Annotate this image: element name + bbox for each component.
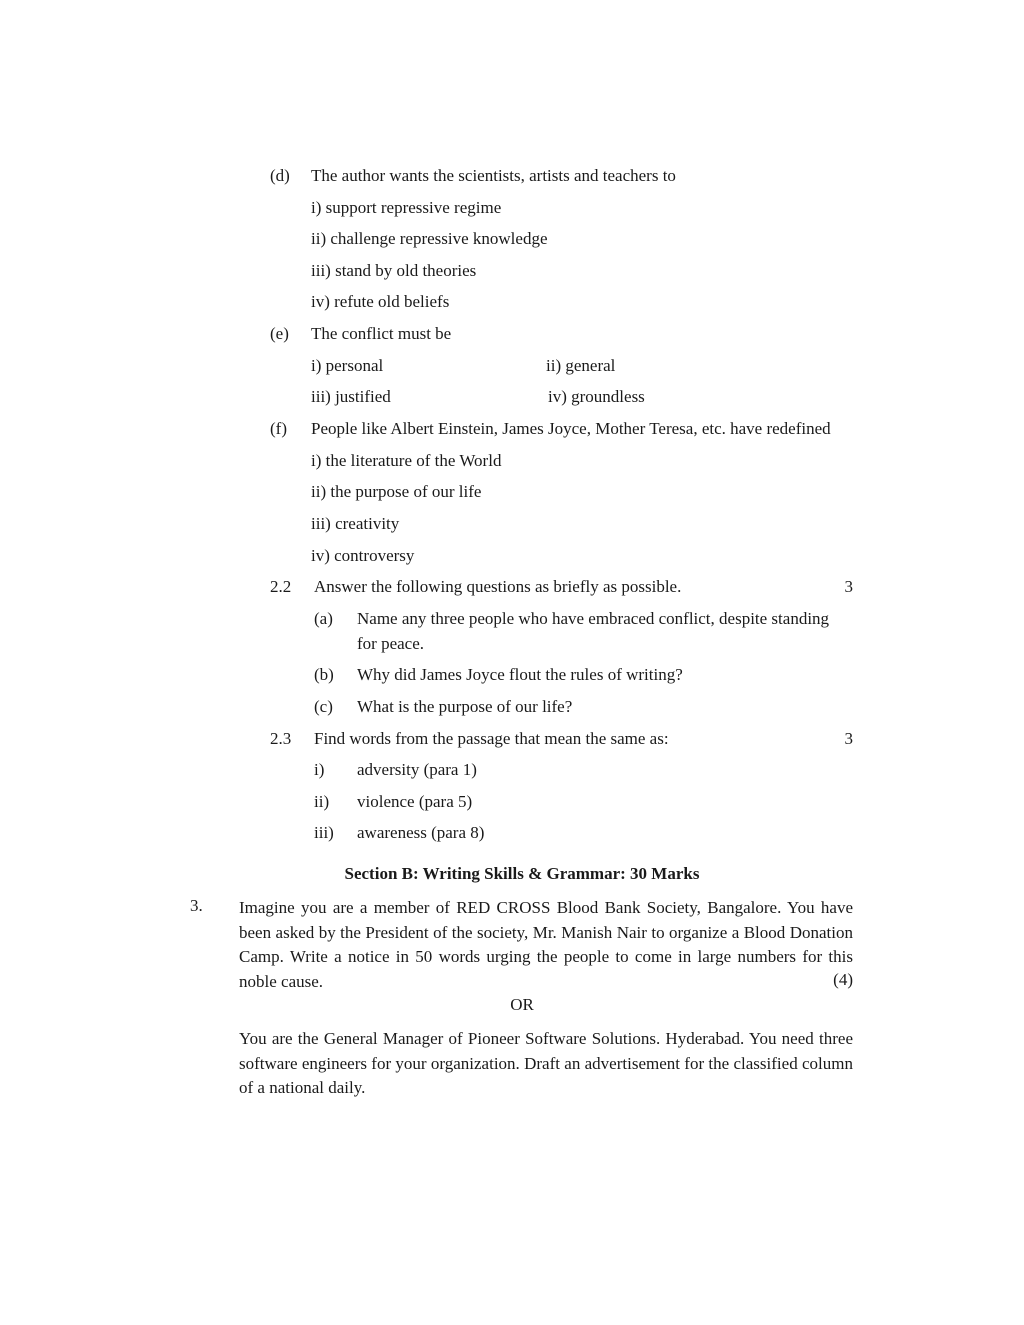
question-2-2-item-text: Name any three people who have embraced conflict, despite standing [357,609,830,628]
question-2-3-item-text: awareness (para 8) [357,823,485,842]
question-2-2-item-label: (b) [314,665,334,684]
question-d-option: i) support repressive regime [311,198,502,217]
question-3-text: Imagine you are a member of RED CROSS Blood Bank Society, Bangalore. You have been asked by the President of the society, Mr. Manish Nair to organize a Blood Donation Camp. Write a notice in 50 words urging the people to come in large numbers for this noble cause. [239,898,853,991]
question-f-option: iii) creativity [311,514,400,533]
question-2-2-item-label: (c) [314,697,333,716]
question-2-2-marks: 3 [844,577,853,596]
question-2-2-item-label: (a) [314,609,333,628]
question-d-label: (d) [270,166,290,185]
question-2-3-item-label: ii) [314,792,330,811]
question-2-2-number: 2.2 [270,577,292,596]
or-separator: OR [510,995,534,1014]
question-f-option: ii) the purpose of our life [311,482,482,501]
question-e-option: iv) groundless [548,387,645,406]
question-3-marks: (4) [833,970,853,989]
question-2-2-item-text: for peace. [357,634,425,653]
question-d-option: iv) refute old beliefs [311,292,450,311]
question-f-option: i) the literature of the World [311,451,502,470]
question-d-option: iii) stand by old theories [311,261,477,280]
question-3-number: 3. [190,896,203,915]
question-2-3-item-label: iii) [314,823,334,842]
question-e-option: i) personal [311,356,384,375]
question-2-3-item-label: i) [314,760,325,779]
question-2-3-item-text: adversity (para 1) [357,760,477,779]
question-e-option: iii) justified [311,387,391,406]
question-2-3-text: Find words from the passage that mean the same as: [314,729,669,748]
question-f-label: (f) [270,419,287,438]
question-3-alternative-text: You are the General Manager of Pioneer Software Solutions. Hyderabad. You need three software engineers for your organization. Draft an advertisement for the classified column of a national daily. [239,1029,853,1097]
question-2-3-item-text: violence (para 5) [357,792,473,811]
question-2-2-item-text: Why did James Joyce flout the rules of writing? [357,665,683,684]
question-d-text: The author wants the scientists, artists and teachers to [311,166,676,185]
question-e-label: (e) [270,324,289,343]
question-2-2-item-text: What is the purpose of our life? [357,697,573,716]
question-2-2-text: Answer the following questions as briefly as possible. [314,577,682,596]
question-f-text: People like Albert Einstein, James Joyce, Mother Teresa, etc. have redefined [311,419,831,438]
question-e-option: ii) general [546,356,616,375]
question-2-3-marks: 3 [844,729,853,748]
question-2-3-number: 2.3 [270,729,292,748]
section-b-title: Section B: Writing Skills & Grammar: 30 Marks [344,864,700,883]
question-f-option: iv) controversy [311,546,415,565]
question-d-option: ii) challenge repressive knowledge [311,229,548,248]
question-e-text: The conflict must be [311,324,452,343]
